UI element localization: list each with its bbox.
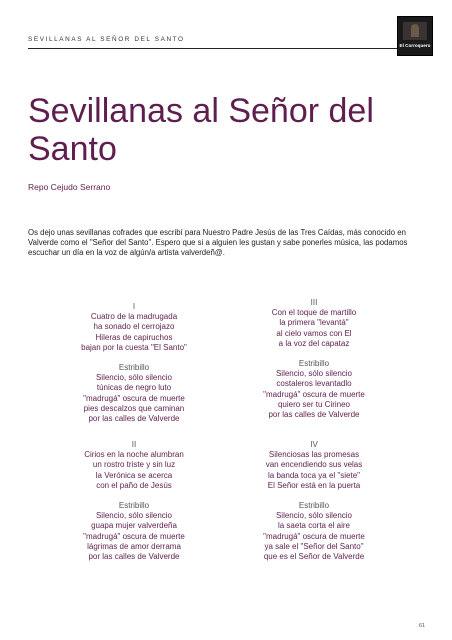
- chorus-line: la saeta corta el aire: [277, 521, 351, 531]
- verse-line: Cirios en la noche alumbran: [84, 450, 184, 460]
- article-title: Sevillanas al Señor del Santo: [28, 92, 374, 168]
- chorus-line: "madrugá" oscura de muerte: [83, 393, 185, 403]
- verse-line: al cielo vamos con El: [276, 328, 352, 338]
- verse-line: la primera "levantá": [279, 318, 349, 328]
- chorus-line: Silencio, sólo silencio: [275, 511, 353, 521]
- chorus-line: por las calles de Valverde: [268, 410, 360, 420]
- chorus-label: Estribillo: [118, 363, 150, 373]
- stanza-number: III: [310, 298, 318, 307]
- chorus-line: "madrugá" oscura de muerte: [263, 389, 365, 399]
- verse-line: la banda toca ya el "siete": [268, 470, 360, 480]
- verse-line: Hileras de capiruchos: [95, 332, 173, 342]
- stanza-2: [54, 440, 214, 562]
- chorus-line: que es el Señor de Valverde: [263, 552, 365, 562]
- chorus-line: túnicas de negro luto: [96, 383, 172, 393]
- running-head: SEVILLANAS AL SEÑOR DEL SANTO: [28, 36, 185, 43]
- chorus-line: costaleros levantadlo: [276, 379, 352, 389]
- verse-line: Cuatro de la madrugada: [90, 312, 178, 322]
- chorus-line: "madrugá" oscura de muerte: [263, 531, 365, 541]
- stanza-number: IV: [310, 440, 318, 449]
- chorus-label: Estribillo: [298, 359, 330, 369]
- chorus-line: guapa mujer valverdeña: [91, 521, 177, 531]
- stanza-1: [54, 302, 214, 424]
- article-intro: Os dejo unas sevillanas cofrades que escribí para Nuestro Padre Jesús de las Tres Caídas, más conocido en Valverde como el "Señor del Santo". Espero que si a alguien les gustan y sabe ponerles música, las podamos escuchar un día en la voz de algún/a artista valverdeñ@.: [28, 228, 408, 257]
- chorus-line: por las calles de Valverde: [88, 552, 180, 562]
- logo-image: [403, 22, 427, 40]
- chorus-line: por las calles de Valverde: [88, 414, 180, 424]
- chorus-label: Estribillo: [298, 501, 330, 511]
- magazine-logo: [397, 16, 433, 56]
- chorus-line: pies descalzos que caminan: [83, 403, 185, 413]
- chorus-line: Silencio, sólo silencio: [95, 511, 173, 521]
- stanza-number: II: [131, 440, 137, 449]
- header-rule: [28, 48, 398, 49]
- verse-line: van encendiendo sus velas: [265, 460, 363, 470]
- article-author: Repo Cejudo Serrano: [28, 182, 111, 192]
- verse-line: un rostro triste y sin luz: [92, 460, 176, 470]
- chorus-line: ya sale el "Señor del Santo": [264, 541, 364, 551]
- stanza-4: [234, 440, 394, 562]
- verse-line: la Verónica se acerca: [95, 470, 173, 480]
- chorus-line: Silencio, sólo silencio: [275, 369, 353, 379]
- verse-line: con el paño de Jesús: [96, 480, 172, 490]
- stanza-number: I: [132, 302, 136, 311]
- chorus-line: Silencio, sólo silencio: [95, 373, 173, 383]
- logo-text: El Corroquero: [399, 43, 431, 48]
- verse-line: El Señor está en la puerta: [267, 480, 361, 490]
- verse-line: bajan por la cuesta "El Santo": [81, 342, 187, 352]
- chorus-line: lágrimas de amor derrama: [87, 541, 181, 551]
- chorus-label: Estribillo: [118, 501, 150, 511]
- verse-line: Silenciosas las promesas: [268, 450, 360, 460]
- verse-line: ha sonado el cerrojazo: [93, 322, 175, 332]
- verse-line: a la voz del capataz: [278, 338, 350, 348]
- verse-line: Con el toque de martillo: [271, 308, 357, 318]
- chorus-line: "madrugá" oscura de muerte: [83, 531, 185, 541]
- page-number: 61: [419, 623, 426, 629]
- stanza-3: [234, 298, 394, 420]
- chorus-line: quiero ser tu Cirineo: [277, 399, 351, 409]
